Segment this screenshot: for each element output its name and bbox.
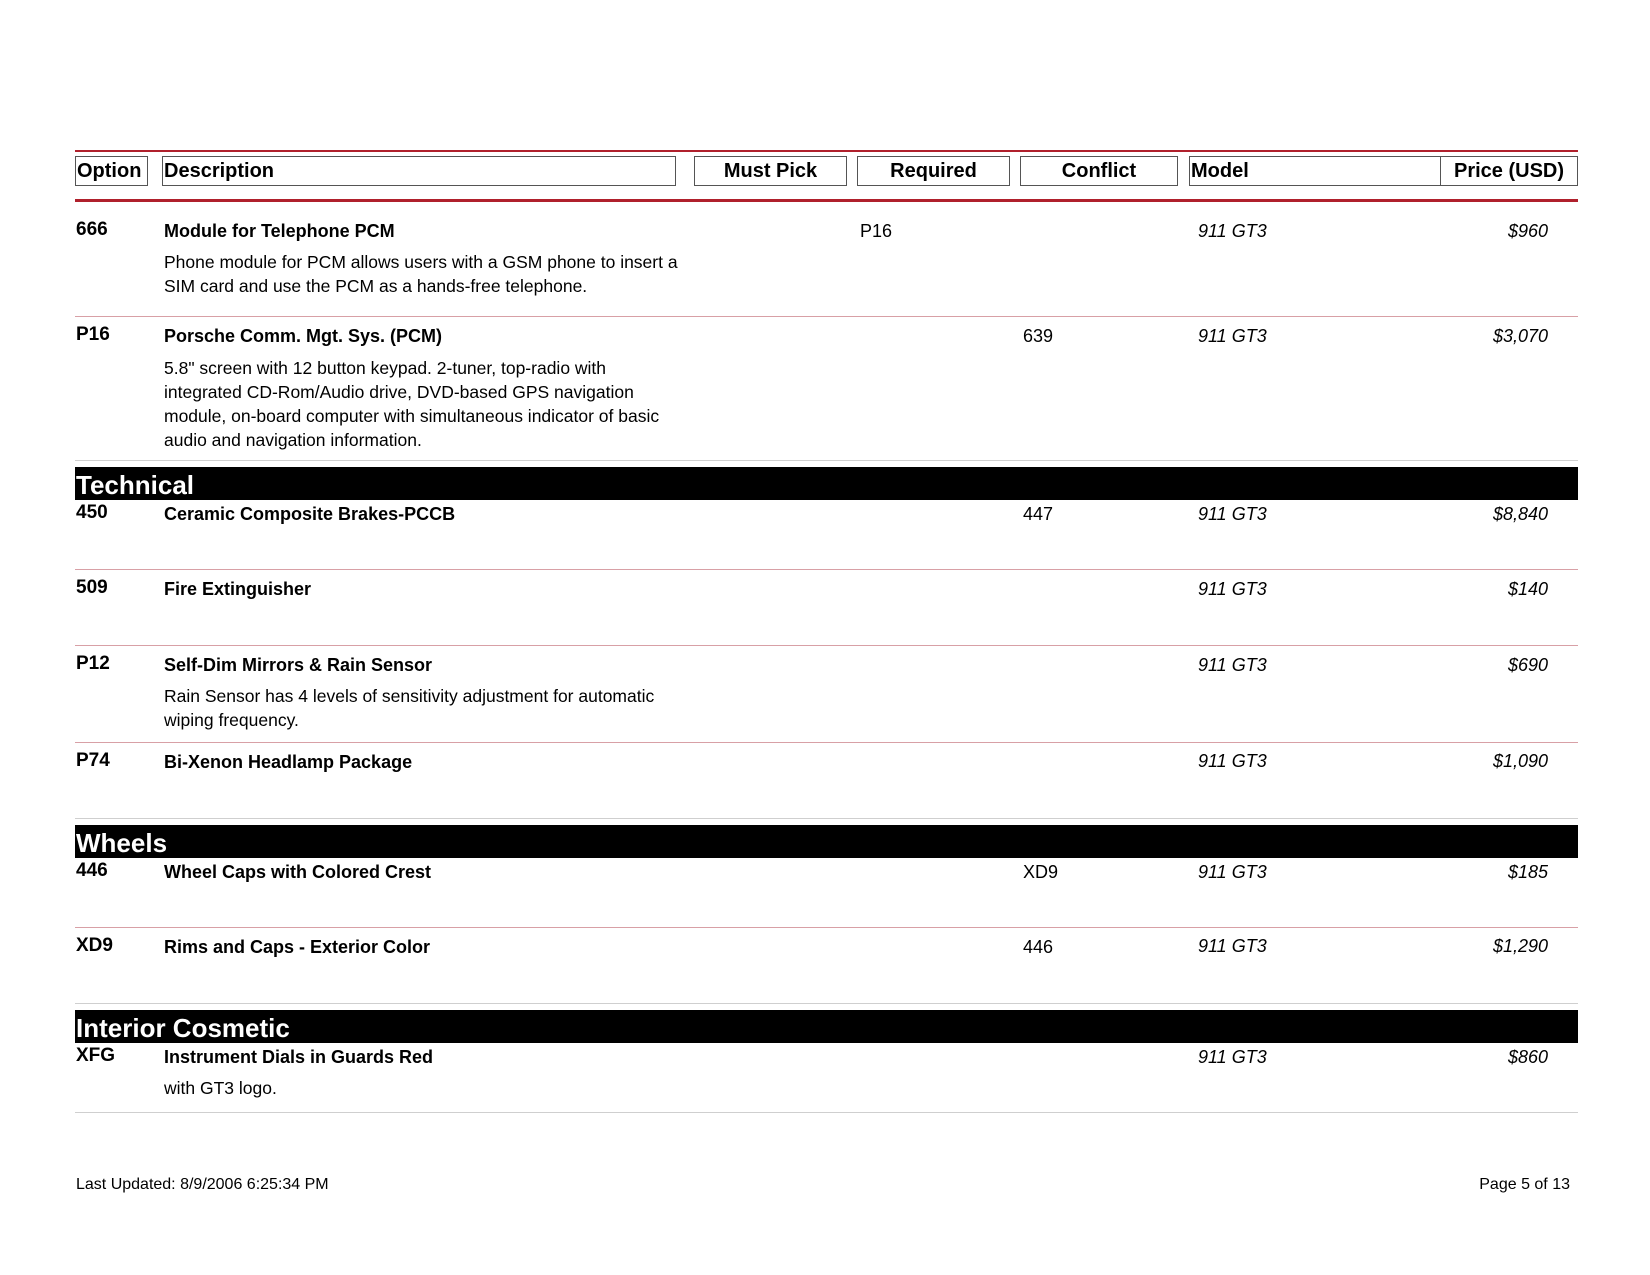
option-title: Bi-Xenon Headlamp Package — [164, 752, 413, 772]
option-description: Phone module for PCM allows users with a GSM phone to insert a SIM card and use the PCM as a hands-free telephone. — [164, 252, 678, 296]
option-title: Fire Extinguisher — [164, 579, 312, 599]
price-value: $3,070 — [1492, 326, 1548, 346]
model-value: 911 GT3 — [1198, 655, 1267, 675]
model-value: 911 GT3 — [1198, 751, 1267, 771]
option-description: with GT3 logo. — [164, 1078, 277, 1098]
option-code: 446 — [76, 860, 108, 881]
option-code: 509 — [76, 577, 108, 598]
conflict-value: 446 — [1023, 937, 1054, 957]
option-description: Rain Sensor has 4 levels of sensitivity adjustment for automatic wiping frequency. — [164, 686, 655, 730]
table-row — [75, 317, 1578, 461]
price-value: $960 — [1507, 221, 1548, 241]
header-required: Required — [857, 156, 1010, 186]
section-header-technical: Technical — [75, 467, 1578, 500]
option-code: 450 — [76, 502, 108, 523]
header-must-pick: Must Pick — [694, 156, 847, 186]
option-title: Rims and Caps - Exterior Color — [164, 937, 431, 957]
option-title: Instrument Dials in Guards Red — [164, 1047, 434, 1067]
table-header — [75, 150, 1578, 202]
header-option: Option — [75, 156, 148, 186]
table-row — [75, 500, 1578, 570]
option-code: P12 — [76, 653, 110, 674]
option-title: Wheel Caps with Colored Crest — [164, 862, 432, 882]
table-row — [75, 1043, 1578, 1113]
option-title: Porsche Comm. Mgt. Sys. (PCM) — [164, 326, 443, 346]
price-value: $185 — [1507, 862, 1548, 882]
table-row — [75, 743, 1578, 819]
option-title: Module for Telephone PCM — [164, 221, 395, 241]
price-value: $1,090 — [1492, 751, 1548, 771]
required-value: P16 — [860, 221, 893, 241]
price-value: $860 — [1507, 1047, 1548, 1067]
option-title: Ceramic Composite Brakes-PCCB — [164, 504, 456, 524]
table-row — [75, 928, 1578, 1004]
model-value: 911 GT3 — [1198, 221, 1267, 241]
header-conflict: Conflict — [1020, 156, 1178, 186]
conflict-value: XD9 — [1023, 862, 1059, 882]
option-code: P16 — [76, 324, 110, 345]
section-header-wheels: Wheels — [75, 825, 1578, 858]
model-value: 911 GT3 — [1198, 326, 1267, 346]
price-value: $8,840 — [1492, 504, 1548, 524]
option-code: P74 — [76, 750, 110, 771]
conflict-value: 447 — [1023, 504, 1054, 524]
option-code: XD9 — [76, 935, 113, 956]
model-value: 911 GT3 — [1198, 1047, 1267, 1067]
section-header-interior-cosmetic: Interior Cosmetic — [75, 1010, 1578, 1043]
table-row — [75, 646, 1578, 743]
model-value: 911 GT3 — [1198, 936, 1267, 956]
conflict-value: 639 — [1023, 326, 1054, 346]
table-row — [75, 858, 1578, 928]
last-updated: Last Updated: 8/9/2006 6:25:34 PM — [76, 1176, 329, 1193]
page-number: Page 5 of 13 — [1479, 1176, 1570, 1193]
option-description: 5.8" screen with 12 button keypad. 2-tuner, top-radio with integrated CD-Rom/Audio drive, DVD-based GPS navigation module, on-board computer with simultaneous indicator of basic audio and navigation information. — [164, 358, 660, 450]
price-value: $140 — [1507, 579, 1548, 599]
option-code: XFG — [76, 1045, 116, 1066]
option-title: Self-Dim Mirrors & Rain Sensor — [164, 655, 433, 675]
price-value: $690 — [1507, 655, 1548, 675]
table-row — [75, 570, 1578, 646]
model-value: 911 GT3 — [1198, 862, 1267, 882]
option-code: 666 — [76, 219, 108, 240]
model-value: 911 GT3 — [1198, 579, 1267, 599]
table-row — [75, 212, 1578, 317]
header-price: Price (USD) — [1440, 156, 1578, 186]
header-model: Model — [1189, 156, 1441, 186]
model-value: 911 GT3 — [1198, 504, 1267, 524]
options-table — [75, 150, 1578, 1113]
header-description: Description — [162, 156, 676, 186]
price-value: $1,290 — [1492, 936, 1548, 956]
